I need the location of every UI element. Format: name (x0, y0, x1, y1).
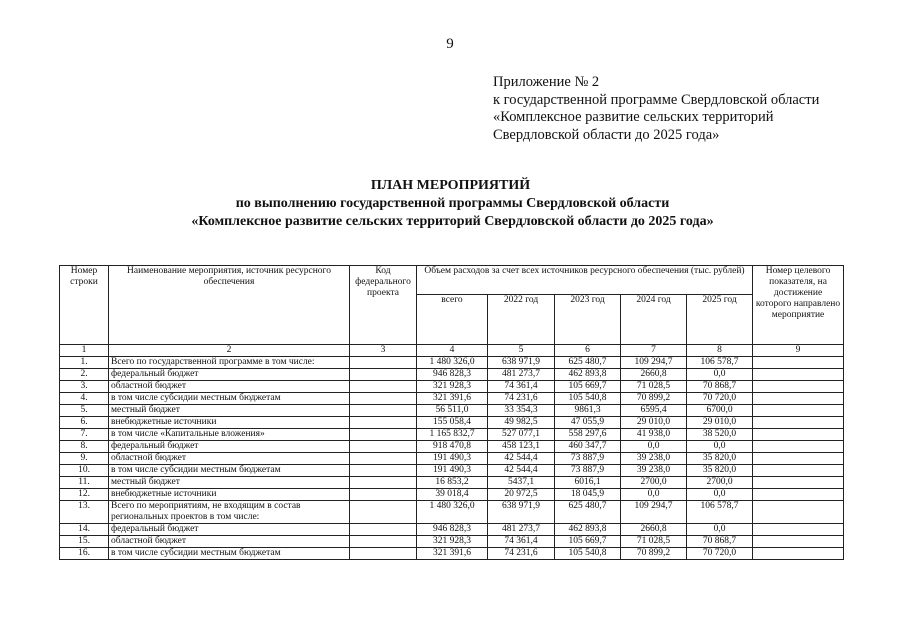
row-2024: 71 028,5 (621, 536, 687, 548)
column-number: 3 (350, 345, 417, 357)
row-total: 1 165 832,7 (417, 429, 488, 441)
header-2022: 2022 год (488, 295, 555, 345)
row-2023: 47 055,9 (555, 417, 621, 429)
row-total: 946 828,3 (417, 369, 488, 381)
row-code (350, 417, 417, 429)
column-number: 8 (687, 345, 753, 357)
table-row (60, 477, 844, 489)
row-2022: 74 361,4 (488, 381, 555, 393)
row-2024: 70 899,2 (621, 548, 687, 560)
row-target (753, 393, 844, 405)
plan-title-line-3: «Комплексное развитие сельских территорий Свердловской области до 2025 года» (191, 214, 714, 229)
row-code (350, 405, 417, 417)
row-total: 191 490,3 (417, 453, 488, 465)
row-2023: 9861,3 (555, 405, 621, 417)
row-name: местный бюджет (109, 477, 350, 489)
plan-title (0, 177, 905, 231)
row-2022: 49 982,5 (488, 417, 555, 429)
table-row (60, 357, 844, 369)
row-total: 191 490,3 (417, 465, 488, 477)
row-code (350, 369, 417, 381)
table-row (60, 369, 844, 381)
row-number: 5. (60, 405, 109, 417)
row-2024: 109 294,7 (621, 501, 687, 524)
row-2025: 35 820,0 (687, 453, 753, 465)
header-2023: 2023 год (555, 295, 621, 345)
row-2024: 0,0 (621, 489, 687, 501)
row-2022: 527 077,1 (488, 429, 555, 441)
row-name: федеральный бюджет (109, 524, 350, 536)
row-total: 321 391,6 (417, 393, 488, 405)
table-row (60, 465, 844, 477)
row-name: в том числе субсидии местным бюджетам (109, 465, 350, 477)
row-total: 321 928,3 (417, 536, 488, 548)
column-number-row (60, 345, 844, 357)
row-code (350, 441, 417, 453)
row-2023: 460 347,7 (555, 441, 621, 453)
row-target (753, 429, 844, 441)
table-row (60, 441, 844, 453)
row-name: областной бюджет (109, 381, 350, 393)
row-target (753, 536, 844, 548)
row-total: 1 480 326,0 (417, 501, 488, 524)
row-name: областной бюджет (109, 536, 350, 548)
row-2024: 2660,8 (621, 524, 687, 536)
row-name: в том числе субсидии местным бюджетам (109, 548, 350, 560)
row-target (753, 441, 844, 453)
row-2022: 481 273,7 (488, 524, 555, 536)
header-total: всего (417, 295, 488, 345)
row-2025: 0,0 (687, 524, 753, 536)
header-target: Номер целевого показателя, на достижение которого направлено мероприятие (753, 266, 844, 345)
row-target (753, 548, 844, 560)
header-code: Код федерального проекта (350, 266, 417, 345)
row-2025: 35 820,0 (687, 465, 753, 477)
row-code (350, 489, 417, 501)
row-number: 6. (60, 417, 109, 429)
row-2024: 109 294,7 (621, 357, 687, 369)
row-2022: 5437,1 (488, 477, 555, 489)
row-2023: 105 669,7 (555, 381, 621, 393)
table-row (60, 524, 844, 536)
appendix-line-2: к государственной программе Свердловской области (493, 91, 820, 108)
row-2024: 39 238,0 (621, 453, 687, 465)
row-name: областной бюджет (109, 453, 350, 465)
row-2023: 6016,1 (555, 477, 621, 489)
row-2022: 42 544,4 (488, 465, 555, 477)
row-number: 7. (60, 429, 109, 441)
row-2025: 70 868,7 (687, 381, 753, 393)
row-target (753, 357, 844, 369)
row-target (753, 477, 844, 489)
row-2025: 6700,0 (687, 405, 753, 417)
row-code (350, 465, 417, 477)
row-2024: 41 938,0 (621, 429, 687, 441)
row-2023: 625 480,7 (555, 357, 621, 369)
table-row (60, 548, 844, 560)
row-2022: 481 273,7 (488, 369, 555, 381)
row-number: 15. (60, 536, 109, 548)
row-2024: 29 010,0 (621, 417, 687, 429)
header-row-no: Номер строки (60, 266, 109, 345)
table-body (60, 357, 844, 560)
column-number: 6 (555, 345, 621, 357)
row-total: 155 058,4 (417, 417, 488, 429)
row-code (350, 453, 417, 465)
row-2023: 462 893,8 (555, 524, 621, 536)
row-name: Всего по мероприятиям, не входящим в состав региональных проектов в том числе: (109, 501, 350, 524)
row-number: 13. (60, 501, 109, 524)
row-2025: 0,0 (687, 369, 753, 381)
row-code (350, 524, 417, 536)
row-2025: 0,0 (687, 441, 753, 453)
row-total: 321 928,3 (417, 381, 488, 393)
row-number: 2. (60, 369, 109, 381)
row-target (753, 501, 844, 524)
row-code (350, 548, 417, 560)
appendix-line-1: Приложение № 2 (493, 74, 600, 90)
plan-title-line-2: по выполнению государственной программы Свердловской области (235, 196, 670, 211)
row-2022: 74 231,6 (488, 548, 555, 560)
column-number: 4 (417, 345, 488, 357)
appendix-line-3: «Комплексное развитие сельских территорий (493, 109, 774, 125)
row-number: 3. (60, 381, 109, 393)
row-target (753, 453, 844, 465)
column-number: 9 (753, 345, 844, 357)
row-total: 16 853,2 (417, 477, 488, 489)
row-2025: 106 578,7 (687, 357, 753, 369)
row-name: в том числе «Капитальные вложения» (109, 429, 350, 441)
table-row (60, 501, 844, 524)
row-2023: 558 297,6 (555, 429, 621, 441)
header-expenses: Объем расходов за счет всех источников ресурсного обеспечения (тыс. рублей) (417, 266, 753, 295)
page-number: 9 (446, 36, 454, 52)
row-total: 1 480 326,0 (417, 357, 488, 369)
row-total: 918 470,8 (417, 441, 488, 453)
row-name: в том числе субсидии местным бюджетам (109, 393, 350, 405)
appendix-block (493, 74, 819, 144)
row-2024: 6595,4 (621, 405, 687, 417)
row-number: 1. (60, 357, 109, 369)
row-2024: 0,0 (621, 441, 687, 453)
plan-table (59, 265, 844, 560)
row-2022: 638 971,9 (488, 501, 555, 524)
row-code (350, 381, 417, 393)
table-row (60, 453, 844, 465)
row-name: федеральный бюджет (109, 369, 350, 381)
row-2022: 33 354,3 (488, 405, 555, 417)
row-2025: 0,0 (687, 489, 753, 501)
row-target (753, 489, 844, 501)
row-number: 11. (60, 477, 109, 489)
row-target (753, 465, 844, 477)
table-row (60, 536, 844, 548)
row-target (753, 524, 844, 536)
row-name: внебюджетные источники (109, 489, 350, 501)
row-2025: 70 868,7 (687, 536, 753, 548)
row-2023: 105 540,8 (555, 393, 621, 405)
row-name: внебюджетные источники (109, 417, 350, 429)
row-number: 10. (60, 465, 109, 477)
table-row (60, 489, 844, 501)
row-code (350, 536, 417, 548)
row-2025: 2700,0 (687, 477, 753, 489)
row-number: 14. (60, 524, 109, 536)
row-name: местный бюджет (109, 405, 350, 417)
row-2025: 29 010,0 (687, 417, 753, 429)
row-2024: 71 028,5 (621, 381, 687, 393)
row-2025: 106 578,7 (687, 501, 753, 524)
row-total: 946 828,3 (417, 524, 488, 536)
row-code (350, 393, 417, 405)
row-2024: 2700,0 (621, 477, 687, 489)
row-2022: 74 231,6 (488, 393, 555, 405)
row-2024: 39 238,0 (621, 465, 687, 477)
row-target (753, 381, 844, 393)
row-total: 321 391,6 (417, 548, 488, 560)
row-2022: 42 544,4 (488, 453, 555, 465)
row-2023: 73 887,9 (555, 465, 621, 477)
column-number: 1 (60, 345, 109, 357)
row-number: 9. (60, 453, 109, 465)
header-name: Наименование мероприятия, источник ресурсного обеспечения (109, 266, 350, 345)
table-row (60, 429, 844, 441)
row-name: Всего по государственной программе в том числе: (109, 357, 350, 369)
row-2025: 70 720,0 (687, 548, 753, 560)
row-2024: 2660,8 (621, 369, 687, 381)
row-code (350, 477, 417, 489)
row-2025: 38 520,0 (687, 429, 753, 441)
header-2025: 2025 год (687, 295, 753, 345)
row-target (753, 417, 844, 429)
row-2023: 462 893,8 (555, 369, 621, 381)
row-2023: 73 887,9 (555, 453, 621, 465)
row-2022: 20 972,5 (488, 489, 555, 501)
row-2022: 74 361,4 (488, 536, 555, 548)
table-row (60, 417, 844, 429)
table-row (60, 393, 844, 405)
column-number: 7 (621, 345, 687, 357)
table-row (60, 405, 844, 417)
header-2024: 2024 год (621, 295, 687, 345)
row-total: 39 018,4 (417, 489, 488, 501)
column-number: 2 (109, 345, 350, 357)
row-number: 4. (60, 393, 109, 405)
plan-title-line-1: ПЛАН МЕРОПРИЯТИЙ (370, 178, 531, 193)
row-code (350, 501, 417, 524)
row-total: 56 511,0 (417, 405, 488, 417)
row-target (753, 369, 844, 381)
row-2023: 105 669,7 (555, 536, 621, 548)
table-row (60, 381, 844, 393)
row-name: федеральный бюджет (109, 441, 350, 453)
row-code (350, 357, 417, 369)
row-2022: 638 971,9 (488, 357, 555, 369)
row-2022: 458 123,1 (488, 441, 555, 453)
row-number: 12. (60, 489, 109, 501)
row-number: 16. (60, 548, 109, 560)
row-target (753, 405, 844, 417)
row-2024: 70 899,2 (621, 393, 687, 405)
row-2023: 18 045,9 (555, 489, 621, 501)
row-code (350, 429, 417, 441)
column-number: 5 (488, 345, 555, 357)
row-2025: 70 720,0 (687, 393, 753, 405)
row-2023: 105 540,8 (555, 548, 621, 560)
appendix-line-4: Свердловской области до 2025 года» (493, 126, 720, 143)
row-2023: 625 480,7 (555, 501, 621, 524)
row-number: 8. (60, 441, 109, 453)
